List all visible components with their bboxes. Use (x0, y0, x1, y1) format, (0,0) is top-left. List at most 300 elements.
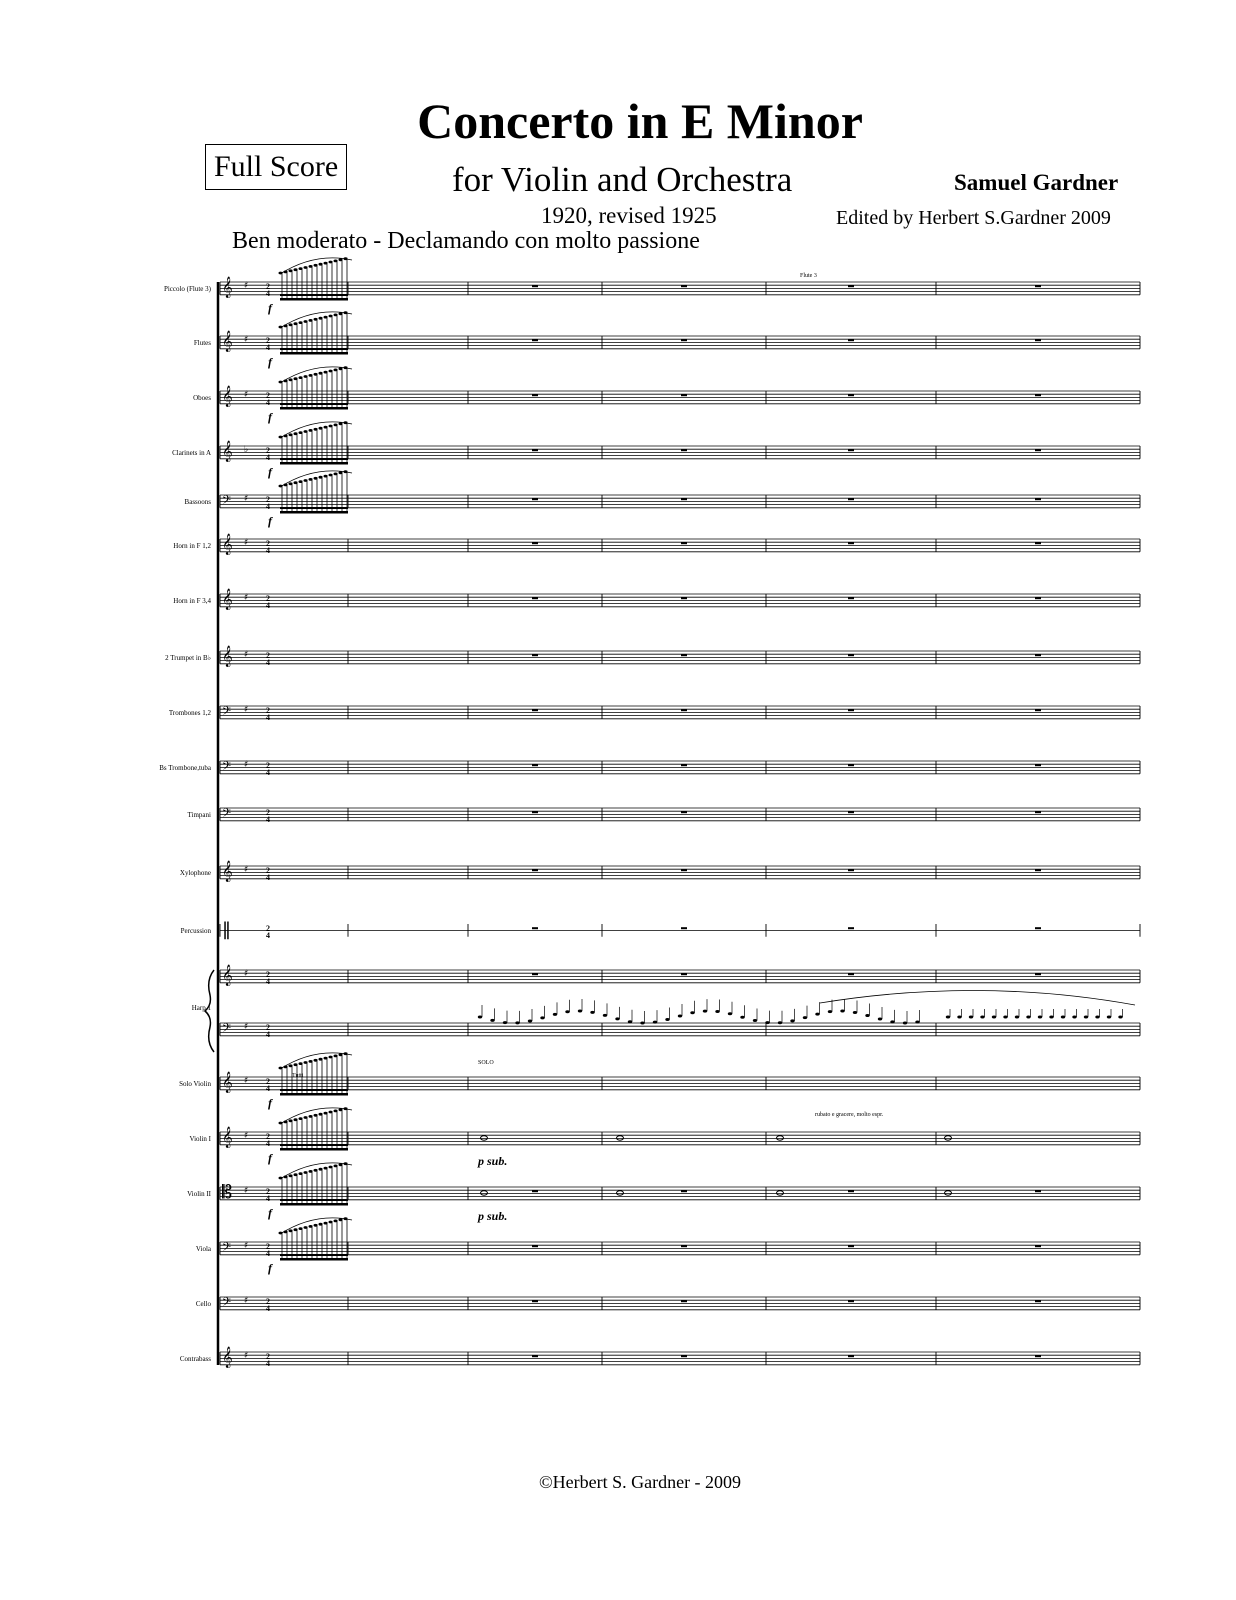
whole-rest (1035, 394, 1041, 396)
notehead (324, 1222, 328, 1225)
time-signature: 2 (266, 970, 270, 979)
notehead (790, 1019, 794, 1022)
instrument-label: Bassoons (184, 498, 211, 506)
notehead (309, 1170, 313, 1173)
full-score-badge: Full Score (205, 144, 347, 190)
treble-clef-icon: 𝄞 (222, 861, 233, 882)
whole-rest (681, 498, 687, 500)
notehead (915, 1021, 919, 1024)
bass-clef-icon: 𝄢 (222, 1241, 232, 1257)
whole-rest (1035, 927, 1041, 929)
tutti-marking: Tutti (292, 1073, 304, 1079)
notehead (339, 367, 343, 370)
notehead (299, 376, 303, 379)
treble-clef-icon: 𝄞 (222, 646, 233, 667)
whole-rest (848, 973, 854, 975)
time-signature: 2 (266, 1077, 270, 1086)
notehead (314, 264, 318, 267)
beam (280, 1089, 348, 1091)
whole-rest (681, 542, 687, 544)
whole-rest (681, 1190, 687, 1192)
beam (280, 407, 348, 410)
sharp-icon: ♭ (244, 445, 249, 455)
notehead (294, 377, 298, 380)
notehead (294, 1063, 298, 1066)
notehead (1072, 1016, 1076, 1019)
time-signature: 2 (266, 1242, 270, 1251)
beam (280, 298, 348, 301)
notehead (309, 1060, 313, 1063)
time-signature: 4 (266, 1084, 270, 1093)
notehead (324, 1167, 328, 1170)
treble-clef-icon: 𝄞 (222, 965, 233, 986)
notehead (628, 1020, 632, 1023)
notehead (324, 1057, 328, 1060)
notehead (329, 425, 333, 428)
instrument-label: Violin I (189, 1135, 211, 1143)
notehead (289, 1174, 293, 1177)
notehead (540, 1016, 544, 1019)
notehead (957, 1016, 961, 1019)
notehead (490, 1019, 494, 1022)
notehead (289, 1064, 293, 1067)
notehead (319, 427, 323, 430)
notehead (1118, 1016, 1122, 1019)
notehead (980, 1016, 984, 1019)
time-signature: 2 (266, 1352, 270, 1361)
whole-rest (1035, 973, 1041, 975)
whole-rest (681, 339, 687, 341)
notehead (334, 1110, 338, 1113)
whole-rest (532, 709, 538, 711)
treble-clef-icon: 𝄞 (222, 277, 233, 298)
notehead (314, 318, 318, 321)
treble-clef-icon: 𝄞 (222, 589, 233, 610)
time-signature: 2 (266, 1132, 270, 1141)
dynamic-mark: f (268, 1151, 272, 1165)
time-signature: 2 (266, 336, 270, 345)
whole-rest (1035, 764, 1041, 766)
whole-rest (1035, 709, 1041, 711)
whole-rest (532, 597, 538, 599)
sharp-icon: ♯ (244, 705, 249, 715)
notehead (334, 473, 338, 476)
instrument-label: Xylophone (179, 869, 211, 877)
whole-rest (681, 654, 687, 656)
beam (280, 1203, 348, 1206)
whole-rest (848, 394, 854, 396)
sharp-icon: ♯ (244, 1076, 249, 1086)
notehead (334, 1220, 338, 1223)
time-signature: 4 (266, 502, 270, 511)
notehead (314, 1114, 318, 1117)
notehead (294, 481, 298, 484)
time-signature: 4 (266, 453, 270, 462)
whole-rest (848, 709, 854, 711)
notehead (299, 267, 303, 270)
beam (280, 352, 348, 355)
whole-rest (681, 449, 687, 451)
time-signature: 4 (266, 601, 270, 610)
time-signature: 4 (266, 815, 270, 824)
p-sub-marking-vn2: p sub. (478, 1209, 508, 1223)
notehead (309, 1225, 313, 1228)
whole-rest (1035, 498, 1041, 500)
time-signature: 2 (266, 391, 270, 400)
notehead (503, 1021, 507, 1024)
whole-rest (532, 1300, 538, 1302)
notehead (289, 1229, 293, 1232)
notehead (304, 1226, 308, 1229)
percussion-clef-icon: ‖ (222, 919, 231, 940)
time-signature: 4 (266, 1139, 270, 1148)
notehead (319, 263, 323, 266)
whole-rest (532, 927, 538, 929)
notehead (329, 1056, 333, 1059)
notehead (309, 319, 313, 322)
time-signature: 4 (266, 1030, 270, 1039)
sharp-icon: ♯ (244, 538, 249, 548)
solo-marking: SOLO (478, 1060, 494, 1066)
notehead (528, 1020, 532, 1023)
whole-rest (681, 1300, 687, 1302)
sharp-icon: ♯ (244, 1022, 249, 1032)
notehead (314, 1059, 318, 1062)
notehead (578, 1010, 582, 1013)
notehead (334, 369, 338, 372)
whole-rest (1035, 597, 1041, 599)
sharp-icon: ♯ (244, 760, 249, 770)
notehead (339, 312, 343, 315)
notehead (289, 433, 293, 436)
whole-rest (532, 542, 538, 544)
staff-lines (220, 277, 1140, 1368)
treble-clef-icon: 𝄞 (222, 386, 233, 407)
notehead (319, 1223, 323, 1226)
score-title: Concerto in E Minor (417, 93, 863, 149)
whole-rest (848, 498, 854, 500)
notehead (319, 1113, 323, 1116)
time-signature: 4 (266, 398, 270, 407)
notehead (665, 1018, 669, 1021)
notehead (1038, 1016, 1042, 1019)
notehead (728, 1012, 732, 1015)
instrument-label: Contrabass (179, 1355, 211, 1363)
notehead (299, 321, 303, 324)
bass-clef-icon: 𝄢 (222, 807, 232, 823)
beam (280, 507, 348, 509)
beam (280, 511, 348, 514)
time-signature: 4 (266, 1249, 270, 1258)
instrument-label: Horn in F 1,2 (173, 542, 211, 550)
whole-rest (1035, 811, 1041, 813)
sharp-icon: ♯ (244, 969, 249, 979)
notehead (878, 1018, 882, 1021)
notehead (319, 1058, 323, 1061)
beam (280, 1199, 348, 1201)
whole-rest (848, 1245, 854, 1247)
notehead (815, 1013, 819, 1016)
whole-rest (1035, 285, 1041, 287)
time-signature: 2 (266, 924, 270, 933)
time-signature: 2 (266, 446, 270, 455)
notehead (299, 1227, 303, 1230)
notehead (690, 1011, 694, 1014)
notehead (314, 428, 318, 431)
copyright-footer: ©Herbert S. Gardner - 2009 (538, 1472, 742, 1492)
notehead (319, 476, 323, 479)
dynamic-mark: f (268, 355, 272, 369)
notehead (319, 1168, 323, 1171)
whole-rest (532, 764, 538, 766)
time-signature: 2 (266, 1187, 270, 1196)
notehead (339, 1218, 343, 1221)
sharp-icon: ♯ (244, 1186, 249, 1196)
notehead (1061, 1016, 1065, 1019)
time-signature: 4 (266, 289, 270, 298)
notehead (478, 1016, 482, 1019)
whole-rest (532, 1355, 538, 1357)
dynamic-mark: f (268, 1096, 272, 1110)
slur (820, 990, 1135, 1005)
notehead (294, 1118, 298, 1121)
whole-rest (848, 654, 854, 656)
treble-clef-icon: 𝄞 (222, 1127, 233, 1148)
notehead (653, 1021, 657, 1024)
dynamic-mark: f (268, 410, 272, 424)
sharp-icon: ♯ (244, 335, 249, 345)
sharp-icon: ♯ (244, 390, 249, 400)
notehead (339, 1053, 343, 1056)
notehead (334, 1165, 338, 1168)
notehead (299, 1062, 303, 1065)
whole-rest (532, 654, 538, 656)
dynamic-mark: f (268, 465, 272, 479)
time-signature: 2 (266, 706, 270, 715)
notehead (515, 1021, 519, 1024)
whole-rest (848, 449, 854, 451)
notehead (992, 1016, 996, 1019)
sharp-icon: ♯ (244, 650, 249, 660)
notehead (903, 1021, 907, 1024)
notehead (339, 1163, 343, 1166)
time-signature: 4 (266, 343, 270, 352)
dynamic-mark: f (268, 1261, 272, 1275)
dynamic-mark: f (268, 514, 272, 528)
notehead (329, 1166, 333, 1169)
notehead (1107, 1016, 1111, 1019)
notehead (553, 1013, 557, 1016)
instrument-label: Cello (195, 1300, 211, 1308)
whole-rest (532, 449, 538, 451)
time-signature: 4 (266, 977, 270, 986)
time-signature: 2 (266, 282, 270, 291)
time-signature: 2 (266, 761, 270, 770)
notehead (969, 1016, 973, 1019)
notehead (329, 315, 333, 318)
notehead (299, 1172, 303, 1175)
sharp-icon: ♯ (244, 1351, 249, 1361)
whole-rest (848, 1355, 854, 1357)
notehead (765, 1021, 769, 1024)
notehead (304, 1061, 308, 1064)
whole-rest (532, 1245, 538, 1247)
notehead (309, 374, 313, 377)
notehead (324, 426, 328, 429)
notehead (289, 378, 293, 381)
notehead (1049, 1016, 1053, 1019)
notehead (304, 430, 308, 433)
notehead (703, 1010, 707, 1013)
p-sub-marking-vn1: p sub. (478, 1154, 508, 1168)
treble-clef-icon: 𝄞 (222, 441, 233, 462)
instrument-label: Piccolo (Flute 3) (163, 285, 211, 293)
treble-clef-icon: 𝄞 (222, 534, 233, 555)
beam (280, 1093, 348, 1096)
whole-rest (532, 973, 538, 975)
beam (280, 1254, 348, 1256)
notehead (324, 371, 328, 374)
notehead (324, 1112, 328, 1115)
treble-clef-icon: 𝄞 (222, 1347, 233, 1368)
notehead (640, 1021, 644, 1024)
whole-rest (681, 394, 687, 396)
notehead (334, 424, 338, 427)
notehead (299, 431, 303, 434)
notehead (339, 258, 343, 261)
instrument-label: Bs Trombone,tuba (159, 764, 211, 772)
notehead (304, 266, 308, 269)
instrument-label: Oboes (193, 394, 211, 402)
whole-rest (532, 394, 538, 396)
whole-rest (1035, 339, 1041, 341)
notehead (324, 475, 328, 478)
notehead (329, 370, 333, 373)
notehead (853, 1011, 857, 1014)
notehead (314, 373, 318, 376)
sharp-icon: ♯ (244, 865, 249, 875)
bass-clef-icon: 𝄢 (222, 705, 232, 721)
whole-rest (1035, 1245, 1041, 1247)
notehead (309, 1115, 313, 1118)
whole-rest (681, 1245, 687, 1247)
bar-lines (205, 282, 1140, 1365)
whole-rest (1035, 869, 1041, 871)
whole-rest (848, 869, 854, 871)
note-content (268, 257, 1135, 1357)
notehead (753, 1019, 757, 1022)
notehead (1015, 1016, 1019, 1019)
whole-rest (848, 811, 854, 813)
beam (280, 1148, 348, 1151)
time-signature: 4 (266, 658, 270, 667)
notehead (840, 1010, 844, 1013)
whole-rest (1035, 1300, 1041, 1302)
notehead (309, 478, 313, 481)
treble-clef-icon: 𝄞 (222, 1072, 233, 1093)
time-signature: 4 (266, 931, 270, 940)
time-signature: 2 (266, 1023, 270, 1032)
bass-clef-icon: 𝄢 (222, 760, 232, 776)
time-signature: 2 (266, 495, 270, 504)
time-signature: 4 (266, 1359, 270, 1368)
beam (280, 1144, 348, 1146)
whole-rest (848, 764, 854, 766)
whole-rest (681, 1355, 687, 1357)
time-signature: 2 (266, 651, 270, 660)
notehead (329, 474, 333, 477)
notehead (603, 1014, 607, 1017)
beam (280, 348, 348, 350)
time-signature: 2 (266, 1297, 270, 1306)
beam (280, 294, 348, 296)
notehead (319, 317, 323, 320)
whole-rest (848, 285, 854, 287)
instrument-label: Clarinets in A (172, 449, 211, 457)
notehead (565, 1010, 569, 1013)
whole-rest (848, 1300, 854, 1302)
notehead (1095, 1016, 1099, 1019)
notehead (329, 1111, 333, 1114)
notehead (1003, 1016, 1007, 1019)
notehead (778, 1021, 782, 1024)
notehead (324, 262, 328, 265)
whole-rest (532, 869, 538, 871)
notehead (289, 323, 293, 326)
time-signature: 4 (266, 1194, 270, 1203)
notehead (740, 1016, 744, 1019)
beam (280, 403, 348, 405)
sharp-icon: ♯ (244, 1131, 249, 1141)
notehead (314, 477, 318, 480)
instrument-label: Solo Violin (179, 1080, 211, 1088)
dynamic-mark: f (268, 1206, 272, 1220)
whole-rest (681, 927, 687, 929)
notehead (828, 1010, 832, 1013)
notehead (304, 479, 308, 482)
whole-rest (681, 811, 687, 813)
whole-rest (681, 764, 687, 766)
notehead (590, 1011, 594, 1014)
whole-rest (1035, 1355, 1041, 1357)
notehead (314, 1169, 318, 1172)
notehead (339, 422, 343, 425)
notehead (946, 1016, 950, 1019)
notehead (865, 1014, 869, 1017)
instrument-label: Violin II (187, 1190, 211, 1198)
whole-rest (681, 597, 687, 599)
whole-rest (1035, 1190, 1041, 1192)
notehead (1084, 1016, 1088, 1019)
beam (280, 1258, 348, 1261)
notehead (294, 432, 298, 435)
flute3-marking: Flute 3 (800, 273, 817, 279)
bass-clef-icon: 𝄢 (222, 494, 232, 510)
whole-rest (681, 285, 687, 287)
beam (280, 458, 348, 460)
instrument-label: Horn in F 3,4 (173, 597, 211, 605)
notehead (304, 1171, 308, 1174)
notehead (304, 375, 308, 378)
whole-rest (681, 709, 687, 711)
instrument-label: Flutes (193, 339, 211, 347)
composition-date: 1920, revised 1925 (541, 203, 717, 228)
notehead (715, 1010, 719, 1013)
time-signature: 2 (266, 539, 270, 548)
notehead (334, 260, 338, 263)
notehead (324, 316, 328, 319)
dynamic-mark: f (268, 301, 272, 315)
